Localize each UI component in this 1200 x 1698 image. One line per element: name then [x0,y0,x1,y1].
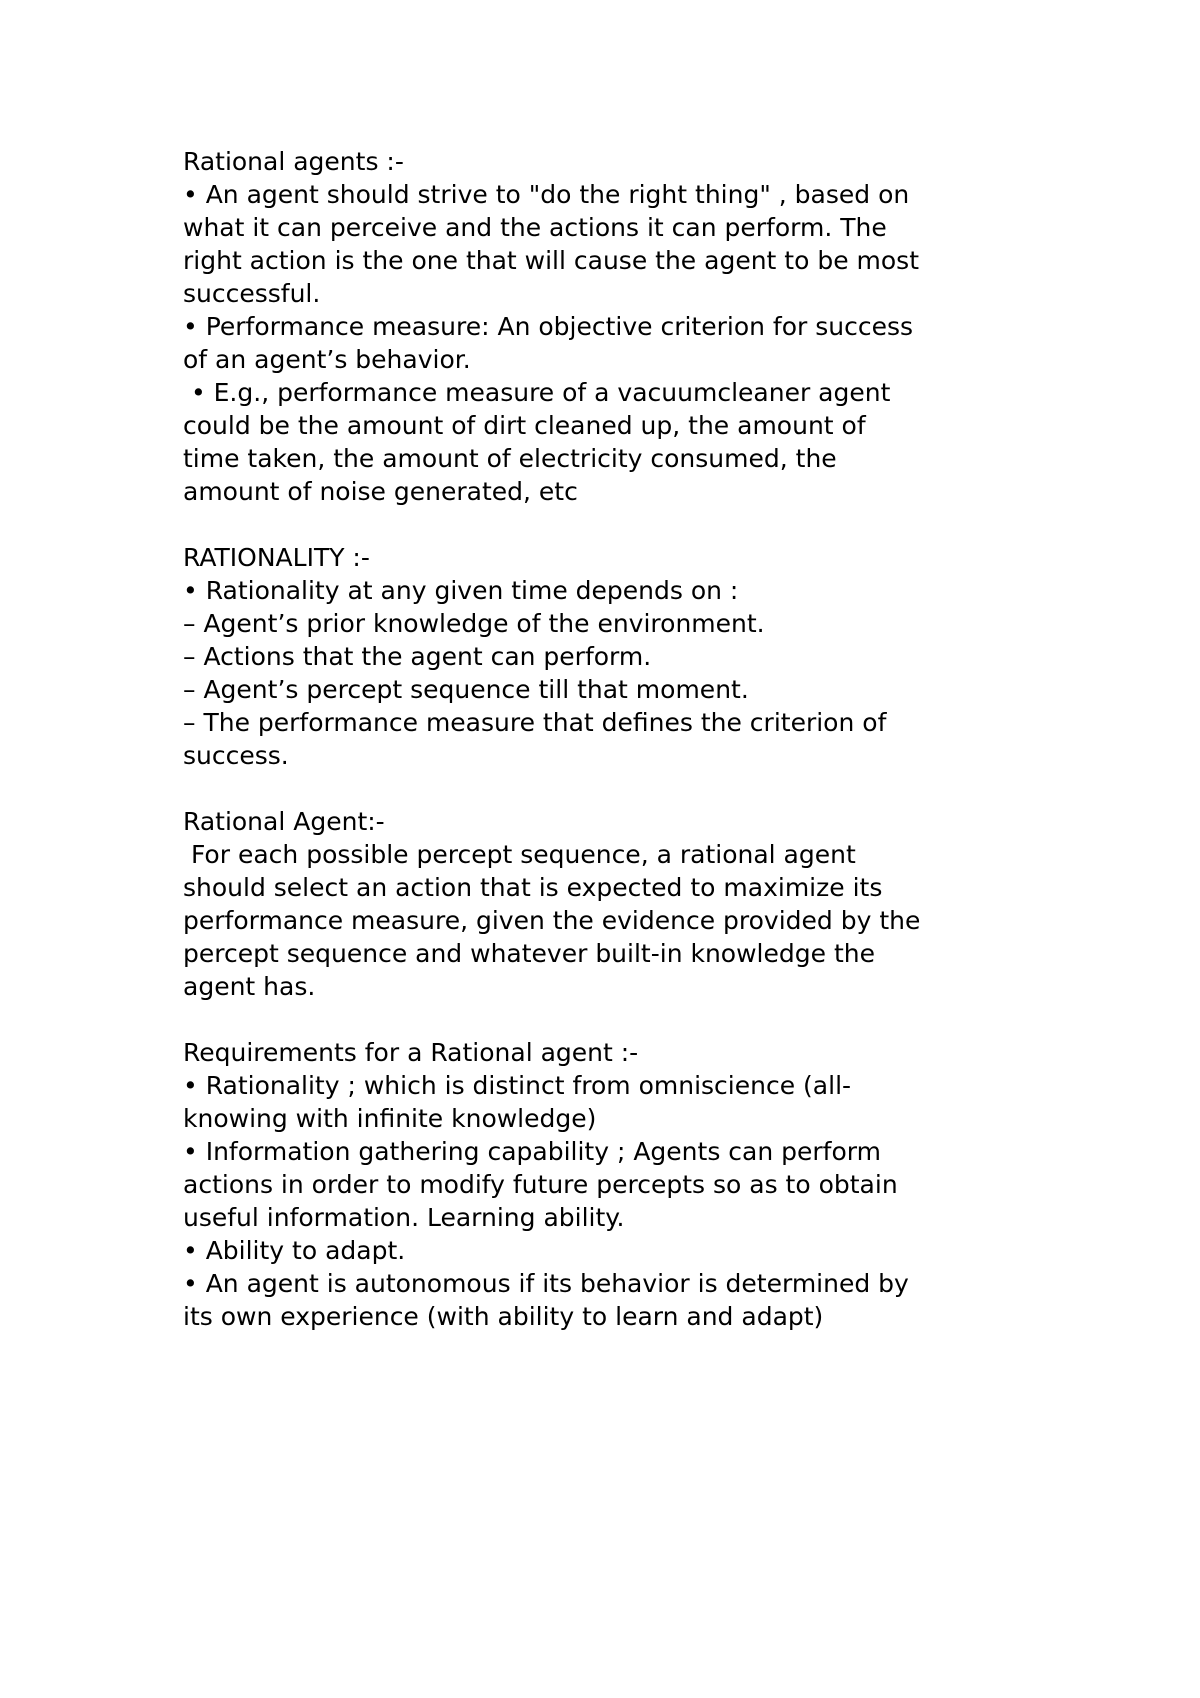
section-heading: Rational agents :- [183,147,404,176]
text-line: of an agent’s behavior. [183,345,471,374]
text-line: • E.g., performance measure of a vacuumcleaner agent [183,378,891,407]
text-line: performance measure, given the evidence provided by the [183,906,921,935]
text-line: • Rationality ; which is distinct from omniscience (all- [183,1071,852,1100]
text-line: actions in order to modify future percepts so as to obtain [183,1170,898,1199]
text-line: right action is the one that will cause the agent to be most [183,246,920,275]
text-line: • An agent is autonomous if its behavior is determined by [183,1269,909,1298]
text-line: • Ability to adapt. [183,1236,406,1265]
text-line: useful information. Learning ability. [183,1203,625,1232]
section-heading: Requirements for a Rational agent :- [183,1038,639,1067]
text-line: its own experience (with ability to learn and adapt) [183,1302,824,1331]
text-line: time taken, the amount of electricity consumed, the [183,444,837,473]
section-rational-agent [183,805,1083,1003]
text-line: For each possible percept sequence, a rational agent [183,840,856,869]
section-requirements [183,1036,1083,1333]
section-heading: Rational Agent:- [183,807,385,836]
text-line: • Performance measure: An objective criterion for success [183,312,914,341]
document-page [183,145,1083,1333]
section-rationality [183,541,1083,772]
text-line: – The performance measure that defines the criterion of [183,708,887,737]
text-line: amount of noise generated, etc [183,477,578,506]
text-line: – Agent’s percept sequence till that moment. [183,675,749,704]
text-line: percept sequence and whatever built-in knowledge the [183,939,875,968]
text-line: successful. [183,279,321,308]
text-line: could be the amount of dirt cleaned up, the amount of [183,411,866,440]
text-line: success. [183,741,289,770]
text-line: agent has. [183,972,316,1001]
text-line: • An agent should strive to "do the right thing" , based on [183,180,910,209]
text-line: what it can perceive and the actions it can perform. The [183,213,887,242]
text-line: – Agent’s prior knowledge of the environment. [183,609,765,638]
text-line: knowing with infinite knowledge) [183,1104,597,1133]
text-line: should select an action that is expected to maximize its [183,873,883,902]
section-rational-agents [183,145,1083,508]
text-line: • Information gathering capability ; Agents can perform [183,1137,881,1166]
text-line: • Rationality at any given time depends on : [183,576,739,605]
text-line: – Actions that the agent can perform. [183,642,652,671]
section-heading: RATIONALITY :- [183,543,370,572]
